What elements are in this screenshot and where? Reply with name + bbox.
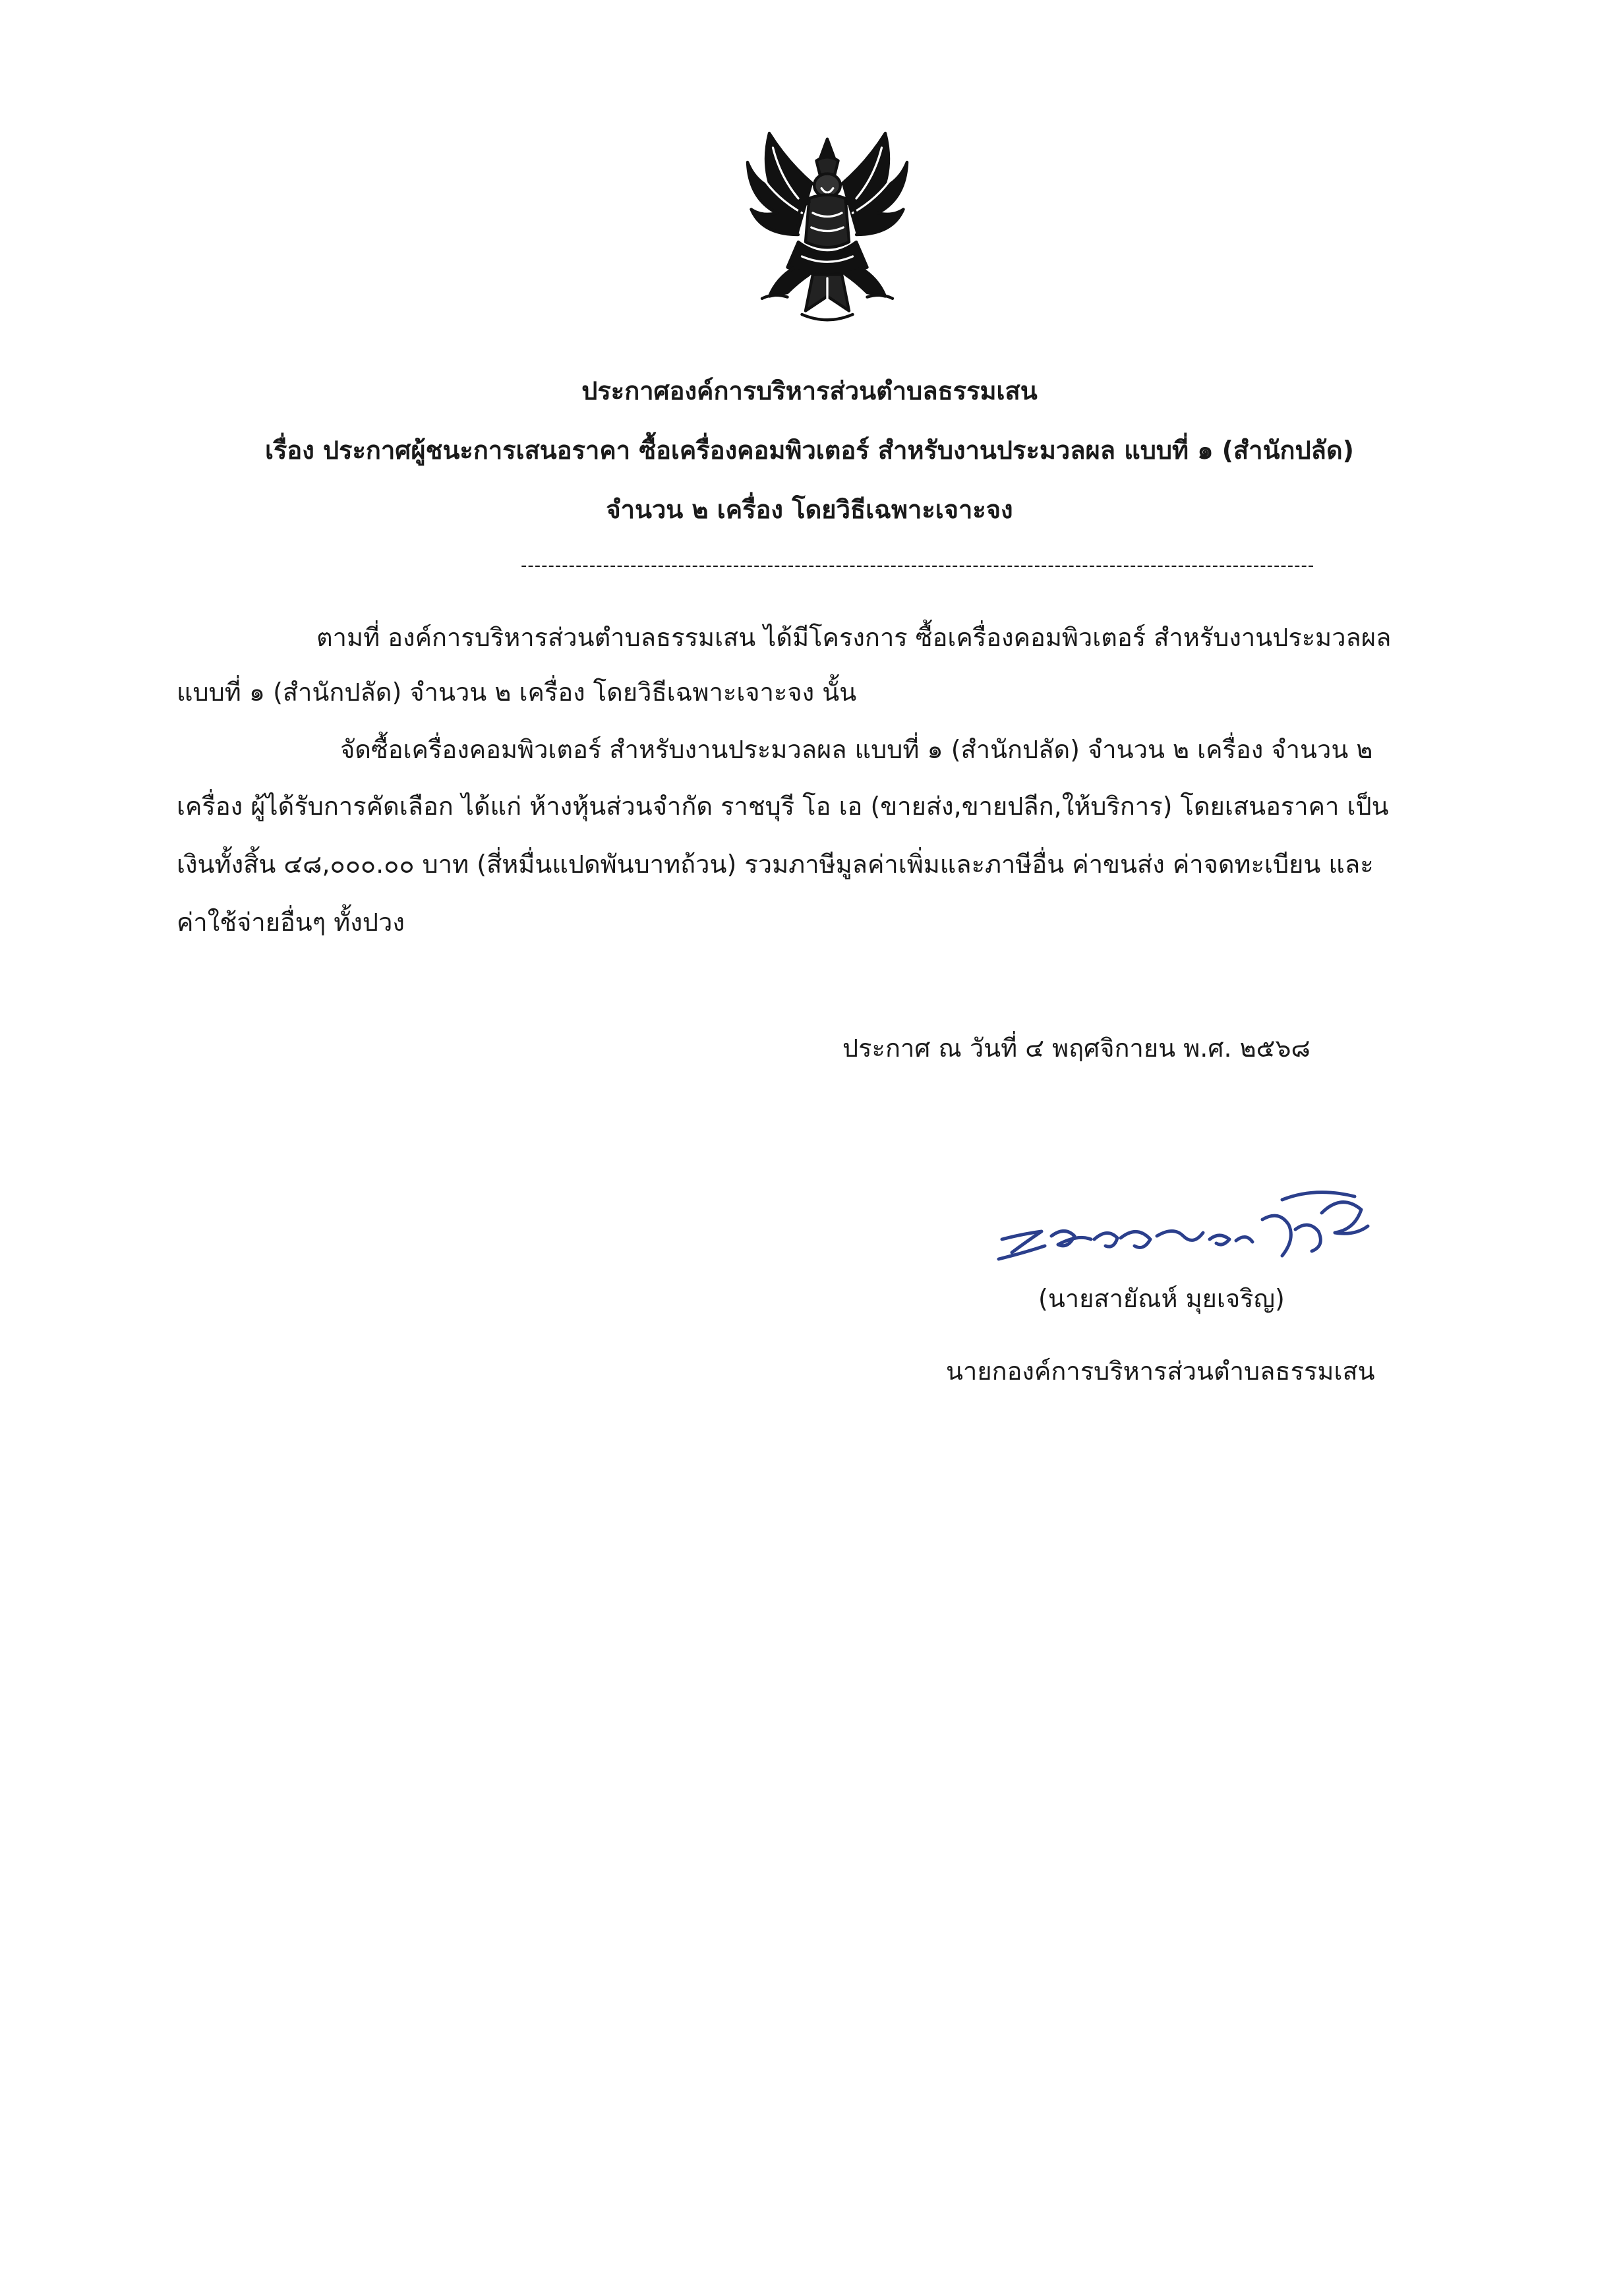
paragraph1-line2: แบบที่ ๑ (สำนักปลัด) จำนวน ๒ เครื่อง โดยวิธีเฉพาะเจาะจง นั้น <box>177 678 857 707</box>
signer-title: นายกองค์การบริหารส่วนตำบลธรรมเสน <box>946 1357 1375 1386</box>
announcement-title: ประกาศองค์การบริหารส่วนตำบลธรรมเสน <box>581 376 1038 405</box>
announcement-date: ประกาศ ณ วันที่ ๔ พฤศจิกายน พ.ศ. ๒๕๖๘ <box>842 1034 1310 1063</box>
divider-line: -------------------------------------------------------------------------------------------------------------------- <box>521 556 1315 575</box>
signer-name: (นายสายัณห์ มุยเจริญ) <box>1038 1284 1285 1313</box>
paragraph2-line1: จัดซื้อเครื่องคอมพิวเตอร์ สำหรับงานประมวลผล แบบที่ ๑ (สำนักปลัด) จำนวน ๒ เครื่อง จำนวน ๒ <box>340 735 1373 764</box>
handwritten-signature <box>986 1173 1388 1285</box>
paragraph2-line4: ค่าใช้จ่ายอื่นๆ ทั้งปวง <box>177 908 405 937</box>
paragraph1-line1: ตามที่ องค์การบริหารส่วนตำบลธรรมเสน ได้มีโครงการ ซื้อเครื่องคอมพิวเตอร์ สำหรับงานประมวลผล <box>316 623 1392 652</box>
garuda-emblem-icon <box>719 119 936 336</box>
announcement-subject: เรื่อง ประกาศผู้ชนะการเสนอราคา ซื้อเครื่องคอมพิวเตอร์ สำหรับงานประมวลผล แบบที่ ๑ (สำนักปลัด) <box>264 436 1355 465</box>
paragraph2-line2: เครื่อง ผู้ได้รับการคัดเลือก ได้แก่ ห้างหุ้นส่วนจำกัด ราชบุรี โอ เอ (ขายส่ง,ขายปลีก,ให้บริการ) โดยเสนอราคา เป็น <box>177 792 1389 821</box>
announcement-subject-quantity: จำนวน ๒ เครื่อง โดยวิธีเฉพาะเจาะจง <box>606 495 1013 524</box>
paragraph2-line3: เงินทั้งสิ้น ๔๘,๐๐๐.๐๐ บาท (สี่หมื่นแปดพันบาทถ้วน) รวมภาษีมูลค่าเพิ่มและภาษีอื่น ค่าขนส่ง ค่าจดทะเบียน และ <box>177 850 1374 879</box>
